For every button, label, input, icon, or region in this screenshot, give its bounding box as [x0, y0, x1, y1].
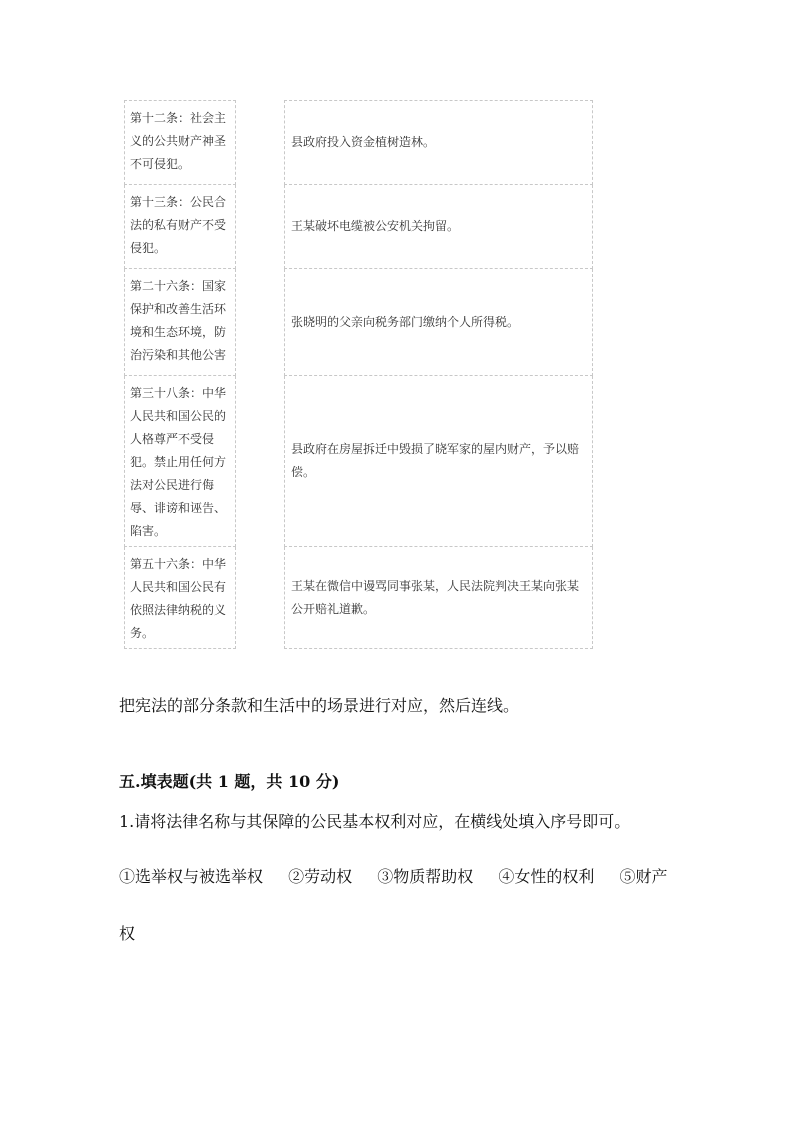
options-continued: 权 [119, 924, 136, 943]
section-title: 五.填表题(共 1 题，共 10 分) [119, 772, 340, 791]
option-item: ⑤财产 [619, 867, 668, 886]
option-item: ④女性的权利 [498, 867, 595, 886]
scenario-cell [284, 185, 593, 269]
article-cell [124, 100, 236, 185]
article-text: 第五十六条：中华人民共和国公民有依照法律纳税的义务。 [130, 557, 227, 640]
article-text: 第十二条：社会主义的公共财产神圣不可侵犯。 [130, 111, 227, 171]
article-text: 第十三条：公民合法的私有财产不受侵犯。 [130, 195, 227, 255]
options-line [119, 864, 667, 887]
scenario-cell [284, 269, 593, 376]
scenario-text: 县政府投入资金植树造林。 [291, 135, 436, 149]
scenario-text: 王某破坏电缆被公安机关拘留。 [291, 219, 460, 233]
option-item: ①选举权与被选举权 [119, 867, 264, 886]
article-cell [124, 547, 236, 649]
option-item: ③物质帮助权 [377, 867, 474, 886]
scenario-text: 王某在微信中谩骂同事张某，人民法院判决王某向张某公开赔礼道歉。 [291, 578, 580, 616]
scenario-cell [284, 100, 593, 185]
article-cell [124, 185, 236, 269]
scenario-cell [284, 547, 593, 649]
article-cell [124, 376, 236, 547]
scenario-text: 张晓明的父亲向税务部门缴纳个人所得税。 [291, 314, 520, 329]
scenarios-column [284, 100, 593, 649]
article-text: 第二十六条：国家保护和改善生活环境和生态环境，防治污染和其他公害 [130, 279, 227, 362]
matching-instruction: 把宪法的部分条款和生活中的场景进行对应，然后连线。 [119, 696, 520, 715]
question-text: 1.请将法律名称与其保障的公民基本权利对应，在横线处填入序号即可。 [119, 812, 631, 831]
articles-column [124, 100, 236, 649]
option-item: ②劳动权 [288, 867, 353, 886]
scenario-text: 县政府在房屋拆迁中毁损了晓军家的屋内财产，予以赔偿。 [291, 442, 580, 479]
article-text: 第三十八条：中华人民共和国公民的人格尊严不受侵犯。禁止用任何方法对公民进行侮辱、诽谤和诬告、陷害。 [130, 386, 227, 538]
scenario-cell [284, 376, 593, 547]
article-cell [124, 269, 236, 376]
